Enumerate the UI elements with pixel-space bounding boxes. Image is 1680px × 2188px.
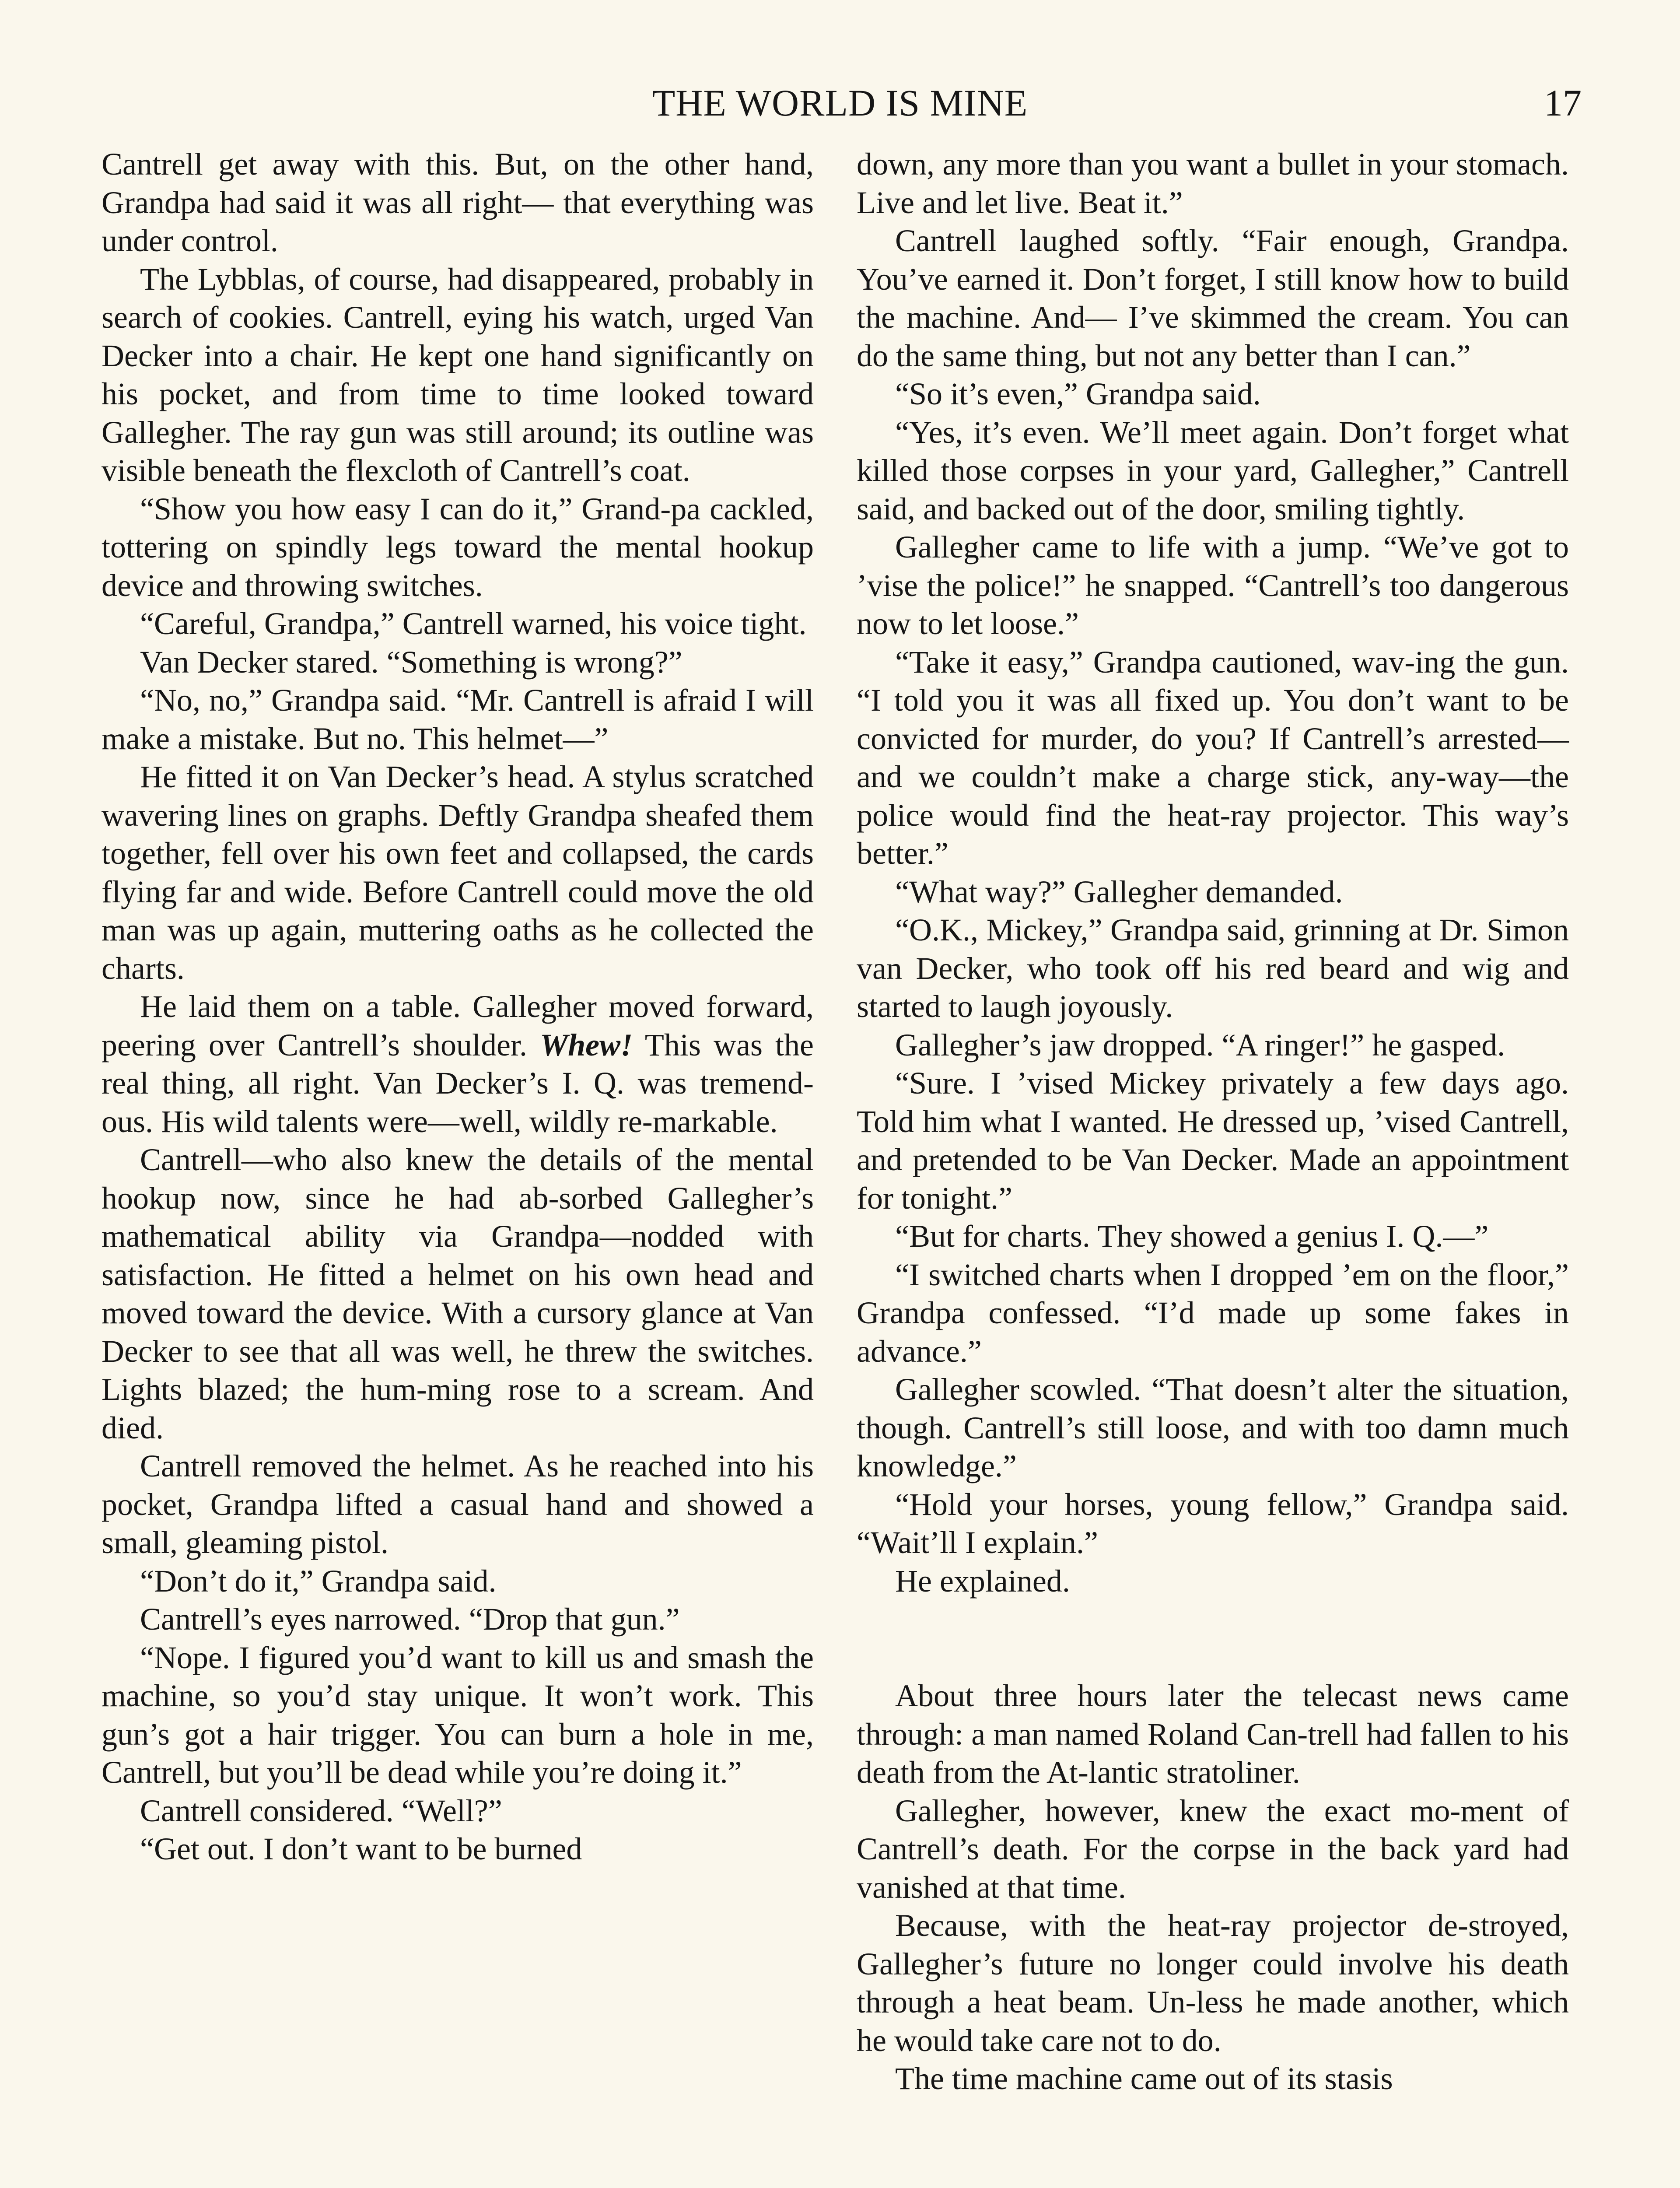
paragraph xyxy=(102,1141,814,1447)
paragraph xyxy=(857,1371,1569,1486)
right-text-column xyxy=(857,145,1569,2098)
paragraph xyxy=(102,1600,814,1639)
emphasized-text: Whew! xyxy=(540,1027,633,1062)
paragraph-text: Gallegher came to life with a jump. “We’ve got to ’vise the police!” he snapped. “Cantrell’s too dangerous now to let loose.” xyxy=(857,529,1569,641)
paragraph xyxy=(857,1677,1569,1792)
paragraph-text: The time machine came out of its stasis xyxy=(895,2061,1393,2096)
paragraph-text: “Get out. I don’t want to be burned xyxy=(140,1831,582,1866)
paragraph xyxy=(102,1792,814,1830)
paragraph xyxy=(857,873,1569,912)
paragraph-text: Gallegher’s jaw dropped. “A ringer!” he gasped. xyxy=(895,1027,1505,1062)
paragraph-text: Gallegher scowled. “That doesn’t alter the situation, though. Cantrell’s still loose, and with too damn much knowledge.” xyxy=(857,1372,1569,1483)
paragraph-text: “I switched charts when I dropped ’em on the floor,” Grandpa confessed. “I’d made up some fakes in advance.” xyxy=(857,1257,1569,1369)
paragraph xyxy=(102,681,814,758)
paragraph-text: Cantrell’s eyes narrowed. “Drop that gun.” xyxy=(140,1602,680,1637)
paragraph xyxy=(857,1562,1569,1601)
running-title: THE WORLD IS MINE xyxy=(652,82,1028,124)
paragraph xyxy=(857,1064,1569,1217)
paragraph-text: “No, no,” Grandpa said. “Mr. Cantrell is afraid I will make a mistake. But no. This helmet—” xyxy=(102,683,814,756)
paragraph xyxy=(102,1830,814,1869)
paragraph xyxy=(857,2060,1569,2098)
paragraph-text: The Lybblas, of course, had disappeared, probably in search of cookies. Cantrell, eying his watch, urged Van Decker into a chair. He kept one hand significantly on his pocket, and from time to time looked toward Gallegher. The ray gun was still around; its outline was visible beneath the flexcloth of Cantrell’s coat. xyxy=(102,261,814,488)
paragraph xyxy=(102,1639,814,1792)
paragraph-text: “Take it easy,” Grandpa cautioned, wav-ing the gun. “I told you it was all fixed up. You don’t want to be convicted for murder, do you? If Cantrell’s arrested— and we couldn’t make a charge stick, any-way—the police would find the heat-ray projector. This way’s better.” xyxy=(857,644,1569,871)
paragraph xyxy=(102,490,814,605)
paragraph-text: “Nope. I figured you’d want to kill us and smash the machine, so you’d stay unique. It won’t work. This gun’s got a hair trigger. You can burn a hole in me, Cantrell, but you’ll be dead while you’re doing it.” xyxy=(102,1640,814,1790)
paragraph-text: “O.K., Mickey,” Grandpa said, grinning at Dr. Simon van Decker, who took off his red beard and wig and started to laugh joyously. xyxy=(857,912,1569,1024)
left-text-column xyxy=(102,145,814,1869)
paragraph xyxy=(857,1217,1569,1256)
paragraph-text: Cantrell—who also knew the details of the mental hookup now, since he had ab-sorbed Gallegher’s mathematical ability via Grandpa—nodded with satisfaction. He fitted a helmet on his own head and moved toward the device. With a cursory glance at Van Decker to see that all was well, he threw the switches. Lights blazed; the hum-ming rose to a scream. And died. xyxy=(102,1142,814,1445)
paragraph-text: “Careful, Grandpa,” Cantrell warned, his voice tight. xyxy=(140,606,807,641)
page-number: 17 xyxy=(1544,82,1582,124)
paragraph xyxy=(857,1907,1569,2060)
paragraph xyxy=(857,145,1569,222)
paragraph-text: He fitted it on Van Decker’s head. A stylus scratched wavering lines on graphs. Deftly Grandpa sheafed them together, fell over his own feet and collapsed, the cards flying far and wide. Before Cantrell could move the old man was up again, muttering oaths as he collected the charts. xyxy=(102,759,814,986)
paragraph-text: Van Decker stared. “Something is wrong?” xyxy=(140,644,682,680)
paragraph-text: “Show you how easy I can do it,” Grand-pa cackled, tottering on spindly legs toward the mental hookup device and throwing switches. xyxy=(102,491,814,603)
paragraph-text: He laid them on a table. Gallegher moved forward, peering over Cantrell’s shoulder. xyxy=(102,989,814,1062)
paragraph xyxy=(857,528,1569,643)
paragraph xyxy=(857,911,1569,1026)
paragraph xyxy=(857,1792,1569,1907)
page-header xyxy=(98,79,1582,127)
paragraph-text: Cantrell get away with this. But, on the other hand, Grandpa had said it was all right— that everything was under control. xyxy=(102,147,814,258)
paragraph-text: “What way?” Gallegher demanded. xyxy=(895,874,1343,909)
paragraph xyxy=(102,643,814,682)
paragraph xyxy=(102,145,814,260)
paragraph-text: down, any more than you want a bullet in your stomach. Live and let live. Beat it.” xyxy=(857,147,1569,220)
paragraph-text: “But for charts. They showed a genius I. Q.—” xyxy=(895,1219,1489,1254)
paragraph xyxy=(857,643,1569,873)
paragraph-text: Cantrell considered. “Well?” xyxy=(140,1793,502,1828)
paragraph-text: “So it’s even,” Grandpa said. xyxy=(895,376,1261,411)
paragraph xyxy=(857,222,1569,375)
paragraph-text: “Sure. I ’vised Mickey privately a few days ago. Told him what I wanted. He dressed up, ’vised Cantrell, and pretended to be Van Decker. Made an appointment for tonight.” xyxy=(857,1066,1569,1216)
section-break xyxy=(857,1600,1569,1677)
paragraph xyxy=(102,1447,814,1562)
paragraph xyxy=(857,1026,1569,1065)
paragraph-text: He explained. xyxy=(895,1563,1070,1599)
paragraph-text: “Don’t do it,” Grandpa said. xyxy=(140,1563,497,1599)
paragraph-text: Cantrell laughed softly. “Fair enough, Grandpa. You’ve earned it. Don’t forget, I still know how to build the machine. And— I’ve skimmed the cream. You can do the same thing, but not any better than I can.” xyxy=(857,223,1569,373)
paragraph-text: “Hold your horses, young fellow,” Grandpa said. “Wait’ll I explain.” xyxy=(857,1487,1569,1560)
paragraph-text-tail: This was the real thing, all right. Van Decker’s I. Q. was tremend-ous. His wild talents were—well, wildly re-markable. xyxy=(102,1027,814,1139)
paragraph xyxy=(857,1486,1569,1562)
paragraph-text: “Yes, it’s even. We’ll meet again. Don’t forget what killed those corpses in your yard, Gallegher,” Cantrell said, and backed out of the door, smiling tightly. xyxy=(857,414,1569,526)
paragraph xyxy=(102,260,814,490)
paragraph xyxy=(102,988,814,1141)
paragraph-text: Cantrell removed the helmet. As he reached into his pocket, Grandpa lifted a casual hand and showed a small, gleaming pistol. xyxy=(102,1448,814,1560)
paragraph xyxy=(857,375,1569,414)
paragraph xyxy=(857,1256,1569,1371)
paragraph-text: About three hours later the telecast news came through: a man named Roland Can-trell had fallen to his death from the At-lantic stratoliner. xyxy=(857,1678,1569,1790)
paragraph xyxy=(102,758,814,988)
paragraph xyxy=(857,414,1569,529)
paragraph-text: Because, with the heat-ray projector de-stroyed, Gallegher’s future no longer could involve his death through a heat beam. Un-less he made another, which he would take care not to do. xyxy=(857,1908,1569,2058)
paragraph-text: Gallegher, however, knew the exact mo-ment of Cantrell’s death. For the corpse in the back yard had vanished at that time. xyxy=(857,1793,1569,1905)
paragraph xyxy=(102,605,814,643)
paragraph xyxy=(102,1562,814,1601)
